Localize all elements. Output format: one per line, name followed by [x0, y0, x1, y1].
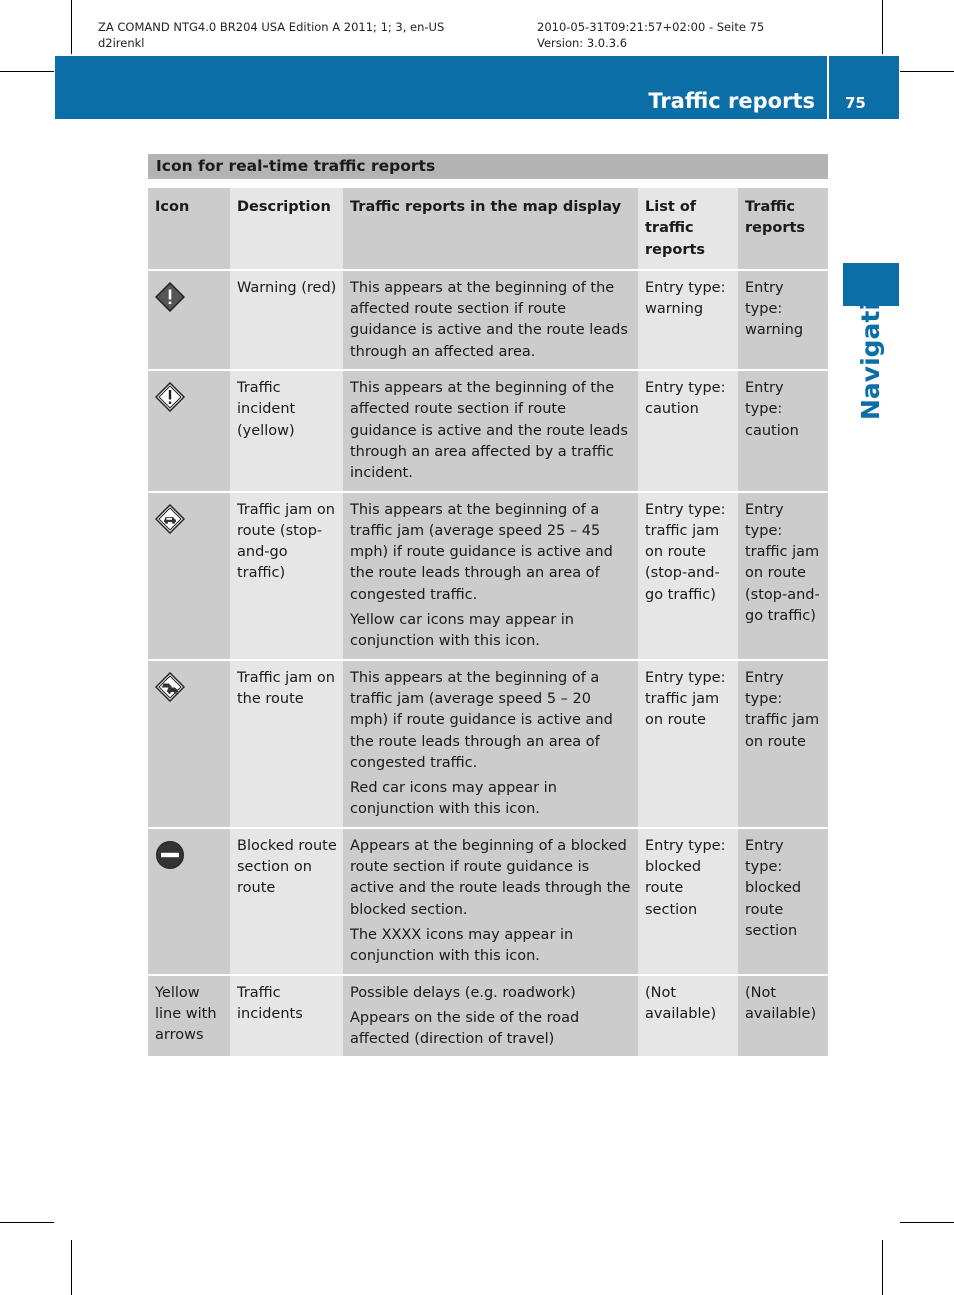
list-cell: Entry type: warning: [638, 270, 738, 370]
map-display-text: This appears at the beginning of the affected route section if route guidance is active and the route leads through an area affected by a traffic incident.: [350, 380, 628, 482]
reports-cell: Entry type: traffic jam on route (stop-and-go traffic): [738, 492, 828, 660]
crop-mark: [71, 0, 72, 54]
icon-cell: Yellow line with arrows: [148, 975, 230, 1058]
column-header: Description: [230, 188, 343, 270]
description-cell: Traffic incident (yellow): [230, 370, 343, 491]
blocked-route-icon: [155, 840, 185, 870]
table-row: [148, 370, 828, 491]
description-cell: Warning (red): [230, 270, 343, 370]
description-cell: Traffic incidents: [230, 975, 343, 1058]
icon-cell: [148, 660, 230, 828]
table-row: [148, 270, 828, 370]
column-header: Traffic reports: [738, 188, 828, 270]
list-cell: Entry type: traffic jam on route (stop-and-go traffic): [638, 492, 738, 660]
page-number-box: [829, 56, 899, 119]
map-display-cell: [343, 492, 638, 660]
page-number: 75: [845, 94, 866, 112]
traffic-jam-icon: [155, 672, 185, 702]
header-bar: [55, 56, 827, 119]
column-header: Icon: [148, 188, 230, 270]
page-title: Traffic reports: [648, 89, 815, 113]
table-row: [148, 828, 828, 975]
warning-red-diamond-icon: [155, 282, 185, 312]
map-display-cell: [343, 270, 638, 370]
map-display-text: This appears at the beginning of a traffic jam (average speed 25 – 45 mph) if route guidance is active and the route leads through an area of congested traffic.: [350, 501, 613, 603]
traffic-incident-yellow-diamond-icon: [155, 382, 185, 412]
crop-mark: [0, 71, 54, 72]
crop-mark: [0, 1222, 54, 1223]
column-header: Traffic reports in the map display: [343, 188, 638, 270]
print-meta-left: [98, 19, 444, 51]
map-display-text: Appears at the beginning of a blocked route section if route guidance is active and the route leads through the blocked section.: [350, 837, 631, 918]
map-display-cell: [343, 975, 638, 1058]
traffic-reports-table: [148, 188, 828, 1058]
reports-cell: Entry type: caution: [738, 370, 828, 491]
section-title: Icon for real-time traffic reports: [148, 154, 828, 179]
print-meta-line: 2010-05-31T09:21:57+02:00 - Seite 75: [537, 20, 765, 34]
table-header-row: [148, 188, 828, 270]
table-row: [148, 660, 828, 828]
reports-cell: (Not available): [738, 975, 828, 1058]
table-row: [148, 492, 828, 660]
map-display-text: Yellow car icons may appear in conjunction with this icon.: [350, 612, 574, 650]
map-display-cell: [343, 370, 638, 491]
icon-cell: [148, 828, 230, 975]
side-tab-text: Navigation: [856, 267, 885, 420]
description-cell: Blocked route section on route: [230, 828, 343, 975]
icon-cell: [148, 370, 230, 491]
list-cell: Entry type: caution: [638, 370, 738, 491]
map-display-text: Appears on the side of the road affected (direction of travel): [350, 1009, 580, 1048]
map-display-text: This appears at the beginning of the affected route section if route guidance is active and the route leads through an affected area.: [350, 279, 628, 360]
map-display-text: Possible delays (e.g. roadwork): [350, 984, 576, 1001]
list-cell: Entry type: blocked route section: [638, 828, 738, 975]
description-cell: Traffic jam on route (stop-and-go traffic): [230, 492, 343, 660]
crop-mark: [882, 1240, 883, 1295]
map-display-text: The XXXX icons may appear in conjunction with this icon.: [350, 926, 574, 965]
map-display-cell: [343, 828, 638, 975]
reports-cell: Entry type: traffic jam on route: [738, 660, 828, 828]
map-display-text: Red car icons may appear in conjunction with this icon.: [350, 780, 557, 818]
side-tab-label: [856, 267, 886, 420]
map-display-text: This appears at the beginning of a traffic jam (average speed 5 – 20 mph) if route guidance is active and the route leads through an area of congested traffic.: [350, 669, 613, 771]
print-meta-line: Version: 3.0.3.6: [537, 36, 628, 50]
description-cell: Traffic jam on the route: [230, 660, 343, 828]
traffic-jam-stop-and-go-icon: [155, 504, 185, 534]
reports-cell: Entry type: warning: [738, 270, 828, 370]
crop-mark: [900, 71, 954, 72]
print-meta-line: ZA COMAND NTG4.0 BR204 USA Edition A 2011; 1; 3, en-US: [98, 20, 445, 34]
reports-cell: Entry type: blocked route section: [738, 828, 828, 975]
list-cell: Entry type: traffic jam on route: [638, 660, 738, 828]
print-meta-right: [537, 19, 764, 51]
crop-mark: [900, 1222, 954, 1223]
table-row: [148, 975, 828, 1058]
list-cell: (Not available): [638, 975, 738, 1058]
crop-mark: [882, 0, 883, 54]
map-display-cell: [343, 660, 638, 828]
icon-cell: [148, 270, 230, 370]
print-meta-line: d2irenkl: [98, 36, 145, 50]
crop-mark: [71, 1240, 72, 1295]
column-header: List of traffic reports: [638, 188, 738, 270]
icon-cell: [148, 492, 230, 660]
